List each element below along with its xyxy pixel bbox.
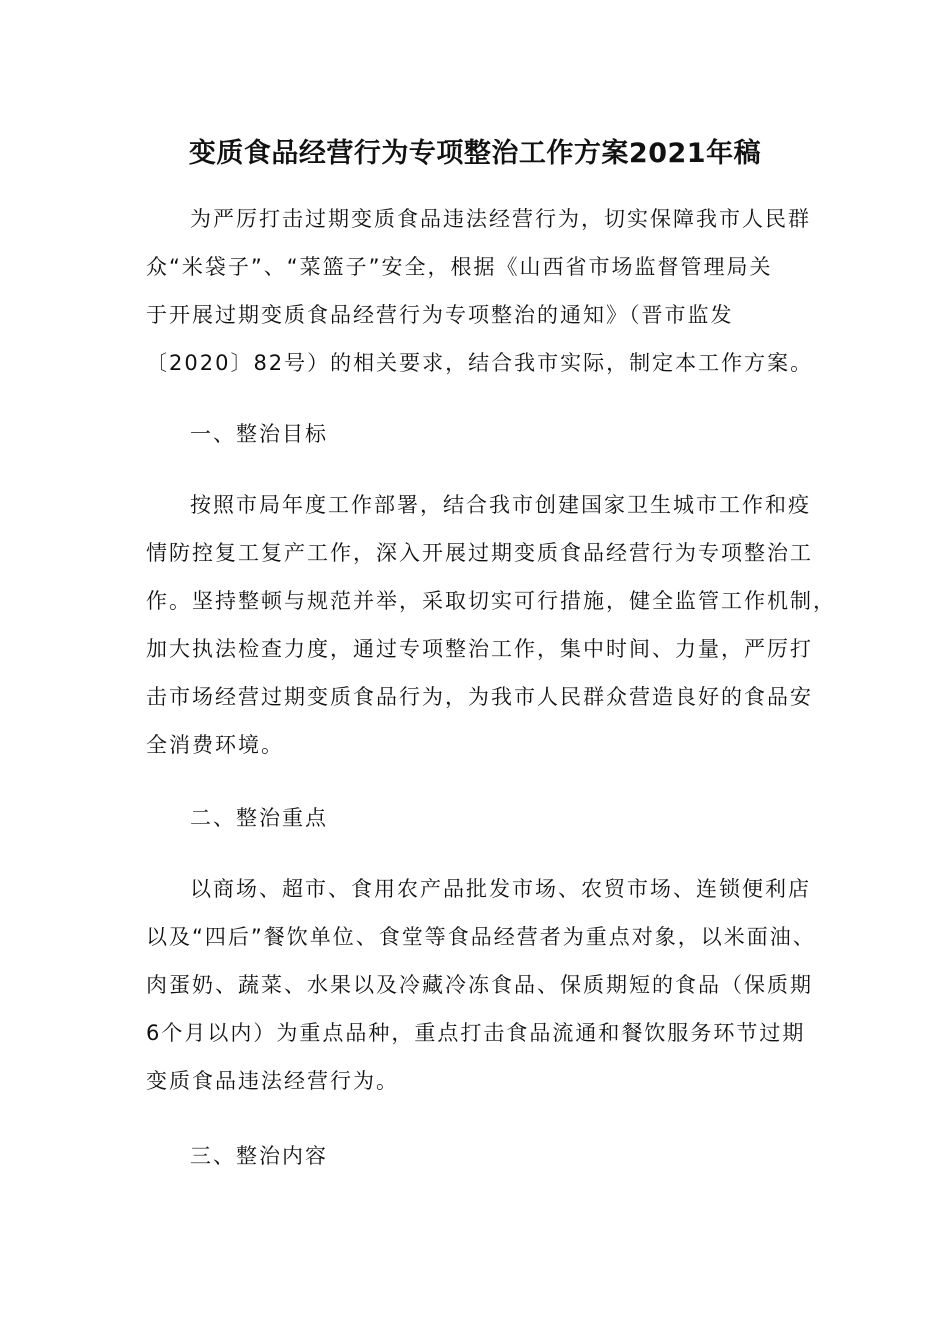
paragraph-line: 击市场经营过期变质食品行为，为我市人民群众营造良好的食品安 xyxy=(146,685,813,709)
paragraph-line: 以及“四后”餐饮单位、食堂等食品经营者为重点对象，以米面油、 xyxy=(146,925,816,949)
intro-paragraph xyxy=(146,195,814,387)
paragraph-line: 于开展过期变质食品经营行为专项整治的通知》（晋市监发 xyxy=(146,303,734,327)
paragraph-line: 6个月以内）为重点品种，重点打击食品流通和餐饮服务环节过期 xyxy=(146,1021,806,1045)
paragraph-line: 〔2020〕82号）的相关要求，结合我市实际，制定本工作方案。 xyxy=(146,351,814,375)
paragraph-line: 众“米袋子”、“菜篮子”安全，根据《山西省市场监督管理局关 xyxy=(146,255,773,279)
paragraph-line: 作。坚持整顿与规范并举，采取切实可行措施，健全监管工作机制， xyxy=(146,589,836,613)
section-heading-focus: 二、整治重点 xyxy=(190,806,328,830)
document-title: 变质食品经营行为专项整治工作方案2021年稿 xyxy=(188,138,762,169)
section-heading-goals: 一、整治目标 xyxy=(190,422,328,446)
paragraph-line: 为严厉打击过期变质食品违法经营行为，切实保障我市人民群 xyxy=(190,207,811,231)
paragraph-line: 肉蛋奶、蔬菜、水果以及冷藏冷冻食品、保质期短的食品（保质期 xyxy=(146,973,813,997)
paragraph-line: 加大执法检查力度，通过专项整治工作，集中时间、力量，严厉打 xyxy=(146,637,813,661)
focus-paragraph xyxy=(146,865,816,1105)
section-heading-content: 三、整治内容 xyxy=(190,1144,328,1168)
goals-paragraph xyxy=(146,481,836,769)
paragraph-line: 变质食品违法经营行为。 xyxy=(146,1069,399,1093)
paragraph-line: 按照市局年度工作部署，结合我市创建国家卫生城市工作和疫 xyxy=(190,493,811,517)
paragraph-line: 以商场、超市、食用农产品批发市场、农贸市场、连锁便利店 xyxy=(190,877,811,901)
paragraph-line: 情防控复工复产工作，深入开展过期变质食品经营行为专项整治工 xyxy=(146,541,813,565)
paragraph-line: 全消费环境。 xyxy=(146,733,284,757)
